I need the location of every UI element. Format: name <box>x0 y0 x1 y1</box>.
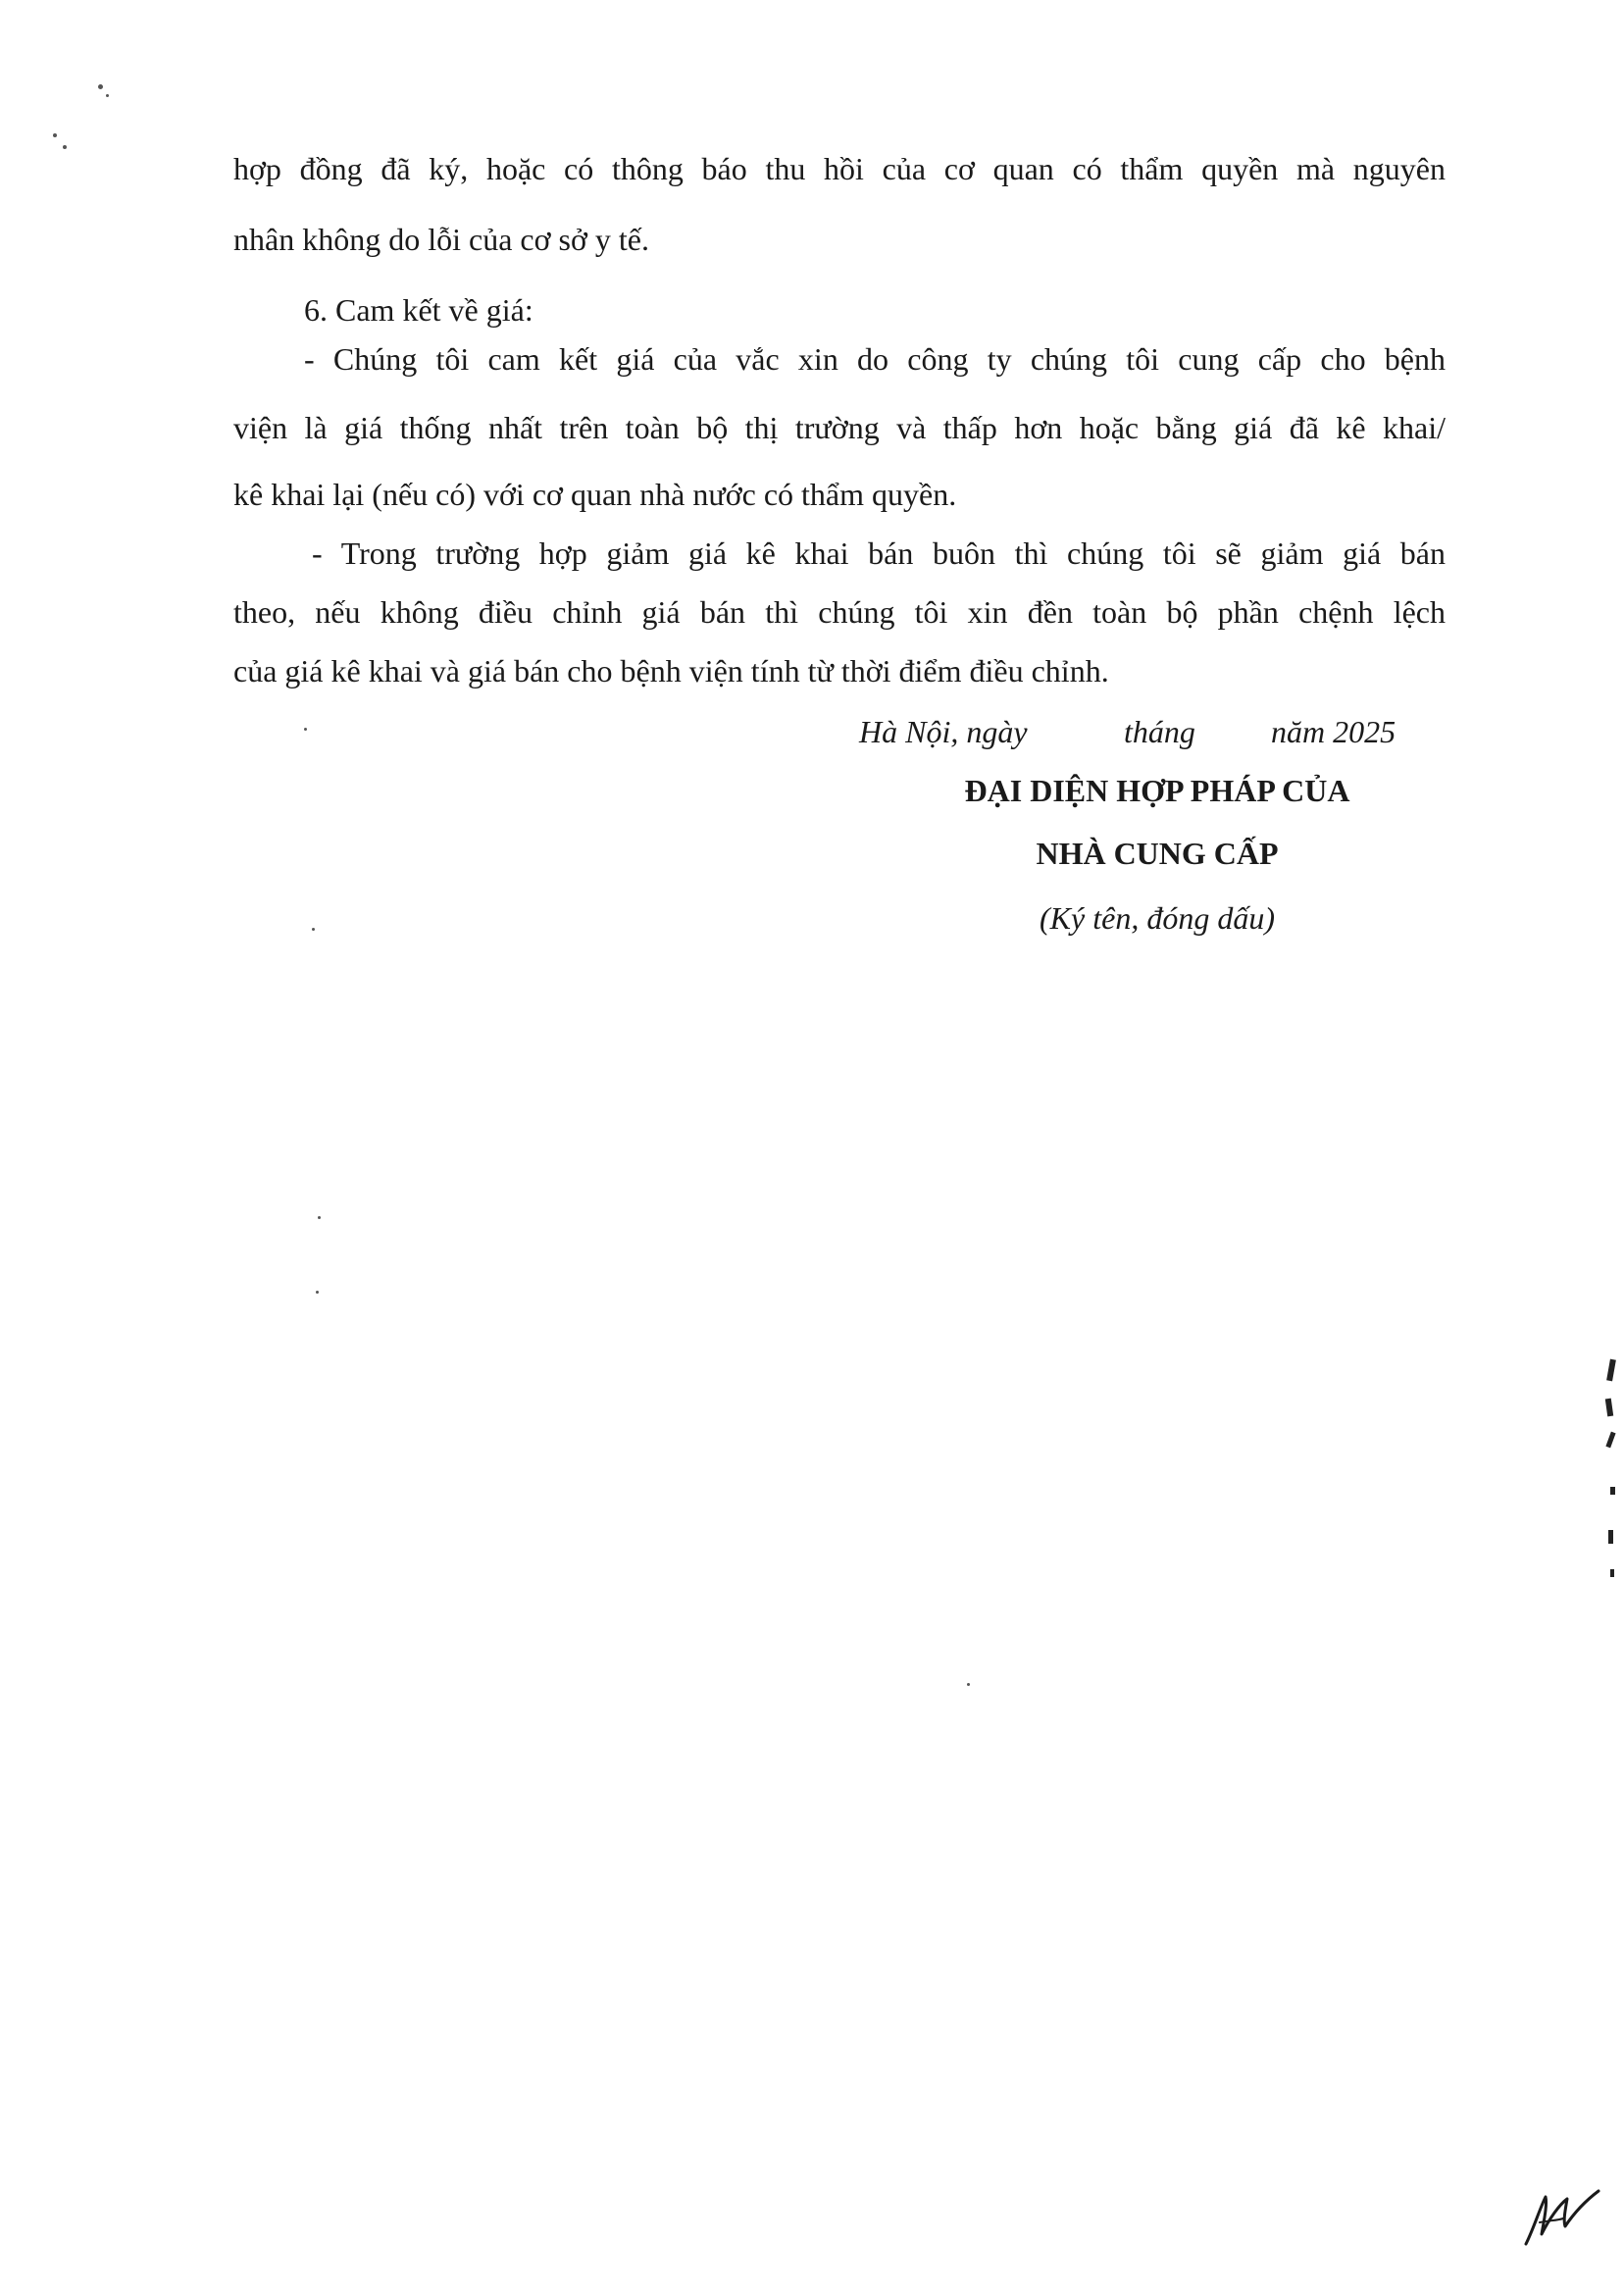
scan-speck <box>316 1291 319 1294</box>
margin-mark <box>1610 1487 1615 1495</box>
scan-speck <box>106 94 109 97</box>
paragraph-4-line-3: của giá kê khai và giá bán cho bệnh viện tính từ thời điểm điều chỉnh. <box>233 653 1109 688</box>
signature-place-date: Hà Nội, ngày <box>859 714 1028 749</box>
signature-note: (Ký tên, đóng dấu) <box>1040 900 1275 936</box>
scan-speck <box>312 928 315 931</box>
margin-mark <box>1610 1569 1614 1577</box>
paragraph-4-line-1: - Trong trường hợp giảm giá kê khai bán buôn thì chúng tôi sẽ giảm giá bán <box>312 535 1446 571</box>
handwritten-initials-icon <box>1520 2175 1608 2254</box>
paragraph-3-line-3: kê khai lại (nếu có) với cơ quan nhà nước có thẩm quyền. <box>233 477 957 512</box>
scan-speck <box>318 1216 321 1219</box>
margin-mark <box>1608 1530 1613 1544</box>
signature-month-label: tháng <box>1124 714 1195 749</box>
scan-speck <box>63 145 67 149</box>
signature-title-line-2: NHÀ CUNG CẤP <box>1036 836 1279 871</box>
signature-title-line-1: ĐẠI DIỆN HỢP PHÁP CỦA <box>964 773 1350 808</box>
scan-speck <box>304 728 307 731</box>
margin-mark <box>1606 1359 1616 1382</box>
margin-mark <box>1605 1399 1613 1417</box>
paragraph-3-line-2: viện là giá thống nhất trên toàn bộ thị trường và thấp hơn hoặc bằng giá đã kê khai/ <box>233 410 1446 445</box>
paragraph-4-line-2: theo, nếu không điều chỉnh giá bán thì chúng tôi xin đền toàn bộ phần chệnh lệch <box>233 594 1446 630</box>
scan-speck <box>98 84 103 89</box>
margin-mark <box>1605 1432 1615 1449</box>
paragraph-3-line-1: - Chúng tôi cam kết giá của vắc xin do công ty chúng tôi cung cấp cho bệnh <box>304 341 1446 377</box>
scan-speck <box>967 1683 970 1686</box>
scan-speck <box>53 133 57 137</box>
signature-year-label: năm 2025 <box>1271 714 1396 749</box>
paragraph-1-line-2: nhân không do lỗi của cơ sở y tế. <box>233 222 649 257</box>
section-heading-price-commitment: 6. Cam kết về giá: <box>304 292 533 328</box>
paragraph-1-line-1: hợp đồng đã ký, hoặc có thông báo thu hồi của cơ quan có thẩm quyền mà nguyên <box>233 151 1446 186</box>
